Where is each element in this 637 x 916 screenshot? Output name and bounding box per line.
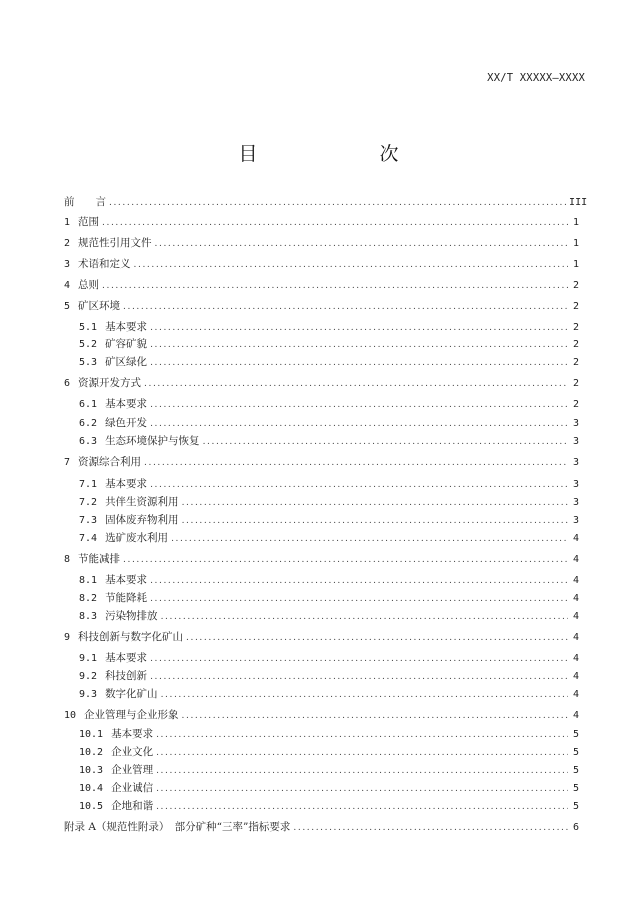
toc-entry[interactable] bbox=[79, 744, 579, 760]
toc-entry-page: 3 bbox=[572, 515, 579, 526]
toc-entry[interactable] bbox=[64, 454, 579, 470]
toc-entry-number: 5.1 bbox=[79, 322, 98, 333]
toc-entry-number: 9 bbox=[64, 632, 71, 643]
toc-entry-number: 9.2 bbox=[79, 671, 98, 682]
toc-entry-number: 10.4 bbox=[79, 783, 104, 794]
toc-entry-title: 资源开发方式 bbox=[78, 377, 142, 389]
toc-entry-number: 8.3 bbox=[79, 611, 98, 622]
toc-entry-title: 数字化矿山 bbox=[105, 688, 158, 700]
toc-entry-page: 4 bbox=[572, 632, 579, 643]
toc-entry[interactable] bbox=[79, 512, 579, 528]
toc-entry-title: 前 言 bbox=[64, 196, 106, 208]
toc-entry-number: 6.1 bbox=[79, 399, 98, 410]
toc-dot-leader bbox=[182, 495, 568, 511]
toc-entry-title: 基本要求 bbox=[105, 574, 148, 586]
toc-entry[interactable] bbox=[79, 354, 579, 370]
toc-entry-title: 绿色开发 bbox=[105, 417, 148, 429]
document-code: XX/T XXXXX—XXXX bbox=[487, 72, 585, 84]
toc-entry[interactable] bbox=[64, 819, 579, 835]
toc-entry-title: 节能降耗 bbox=[105, 592, 148, 604]
toc-dot-leader bbox=[156, 799, 568, 815]
toc-entry-title: 矿区绿化 bbox=[105, 356, 148, 368]
toc-entry-page: 6 bbox=[572, 822, 579, 833]
toc-entry[interactable] bbox=[79, 494, 579, 510]
toc-entry-title: 基本要求 bbox=[105, 652, 148, 664]
toc-entry[interactable] bbox=[79, 726, 579, 742]
toc-entry-title: 附录 A（规范性附录） 部分矿种“三率”指标要求 bbox=[64, 821, 291, 833]
toc-entry-title: 规范性引用文件 bbox=[78, 237, 152, 249]
toc-entry-page: 5 bbox=[572, 747, 579, 758]
toc-entry-title: 节能减排 bbox=[78, 553, 121, 565]
toc-entry[interactable] bbox=[64, 707, 579, 723]
toc-entry-title: 企业管理 bbox=[111, 764, 154, 776]
toc-entry[interactable] bbox=[64, 256, 579, 272]
toc-entry-title: 污染物排放 bbox=[105, 610, 158, 622]
toc-entry[interactable] bbox=[64, 298, 579, 314]
toc-dot-leader bbox=[144, 455, 568, 471]
toc-entry-page: 2 bbox=[572, 399, 579, 410]
toc-entry[interactable] bbox=[79, 476, 579, 492]
toc-dot-leader bbox=[156, 745, 568, 761]
toc-entry[interactable] bbox=[79, 608, 579, 624]
toc-entry-page: 1 bbox=[572, 238, 579, 249]
toc-entry[interactable] bbox=[64, 235, 579, 251]
toc-entry[interactable] bbox=[79, 530, 579, 546]
toc-entry-number: 9.1 bbox=[79, 653, 98, 664]
toc-entry-number: 8 bbox=[64, 554, 71, 565]
toc-entry-page: III bbox=[569, 197, 588, 208]
toc-entry-page: 5 bbox=[572, 729, 579, 740]
toc-entry-title: 资源综合利用 bbox=[78, 456, 142, 468]
toc-entry[interactable] bbox=[79, 590, 579, 606]
toc-dot-leader bbox=[134, 257, 568, 273]
toc-dot-leader bbox=[150, 591, 568, 607]
toc-entry-number: 6.3 bbox=[79, 436, 98, 447]
toc-entry[interactable] bbox=[79, 336, 579, 352]
toc-entry-number: 5 bbox=[64, 301, 71, 312]
toc-dot-leader bbox=[161, 609, 568, 625]
toc-entry-title: 固体废弃物利用 bbox=[105, 514, 179, 526]
toc-dot-leader bbox=[150, 573, 568, 589]
toc-dot-leader bbox=[109, 195, 566, 211]
toc-entry-title: 总则 bbox=[78, 279, 100, 291]
toc-entry-number: 10 bbox=[64, 710, 77, 721]
toc-entry-number: 10.3 bbox=[79, 765, 104, 776]
toc-entry-number: 7.4 bbox=[79, 533, 98, 544]
toc-entry-page: 2 bbox=[572, 339, 579, 350]
toc-dot-leader bbox=[144, 376, 568, 392]
toc-entry-title: 基本要求 bbox=[105, 398, 148, 410]
toc-dot-leader bbox=[150, 416, 568, 432]
toc-entry-title: 生态环境保护与恢复 bbox=[105, 435, 200, 447]
toc-dot-leader bbox=[123, 299, 568, 315]
toc-entry-number: 3 bbox=[64, 259, 71, 270]
toc-entry[interactable] bbox=[79, 668, 579, 684]
toc-entry[interactable] bbox=[79, 650, 579, 666]
toc-dot-leader bbox=[186, 630, 568, 646]
toc-entry[interactable] bbox=[64, 214, 579, 230]
toc-entry-page: 1 bbox=[572, 217, 579, 228]
toc-entry-title: 企业管理与企业形象 bbox=[84, 709, 179, 721]
toc-dot-leader bbox=[156, 763, 568, 779]
toc-entry-title: 矿区环境 bbox=[78, 300, 121, 312]
toc-dot-leader bbox=[171, 531, 568, 547]
toc-entry-page: 5 bbox=[572, 801, 579, 812]
toc-entry-number: 8.1 bbox=[79, 575, 98, 586]
toc-entry[interactable] bbox=[64, 277, 579, 293]
toc-entry-title: 范围 bbox=[78, 216, 100, 228]
toc-entry[interactable] bbox=[64, 194, 588, 210]
toc-entry-page: 3 bbox=[572, 436, 579, 447]
toc-entry-title: 矿容矿貌 bbox=[105, 338, 148, 350]
toc-dot-leader bbox=[161, 687, 568, 703]
toc-entry-page: 4 bbox=[572, 533, 579, 544]
toc-entry[interactable] bbox=[64, 629, 579, 645]
toc-entry-page: 4 bbox=[572, 710, 579, 721]
toc-dot-leader bbox=[182, 708, 568, 724]
toc-entry-page: 3 bbox=[572, 457, 579, 468]
toc-entry-number: 10.5 bbox=[79, 801, 104, 812]
toc-entry-title: 共伴生资源利用 bbox=[105, 496, 179, 508]
toc-entry-page: 4 bbox=[572, 575, 579, 586]
toc-entry-title: 基本要求 bbox=[105, 321, 148, 333]
toc-entry[interactable] bbox=[79, 798, 579, 814]
toc-entry-page: 2 bbox=[572, 357, 579, 368]
toc-entry-page: 4 bbox=[572, 593, 579, 604]
toc-entry-page: 3 bbox=[572, 418, 579, 429]
toc-entry-title: 术语和定义 bbox=[78, 258, 131, 270]
toc-entry-page: 2 bbox=[572, 280, 579, 291]
toc-entry-page: 4 bbox=[572, 554, 579, 565]
toc-dot-leader bbox=[150, 320, 568, 336]
toc-entry-number: 2 bbox=[64, 238, 71, 249]
toc-entry-number: 6 bbox=[64, 378, 71, 389]
toc-entry-page: 3 bbox=[572, 497, 579, 508]
toc-entry-page: 3 bbox=[572, 479, 579, 490]
toc-dot-leader bbox=[182, 513, 568, 529]
toc-dot-leader bbox=[156, 781, 568, 797]
toc-entry-page: 1 bbox=[572, 259, 579, 270]
toc-entry-number: 6.2 bbox=[79, 418, 98, 429]
toc-entry-title: 企业文化 bbox=[111, 746, 154, 758]
toc-title: 目 次 bbox=[238, 143, 427, 165]
toc-entry-page: 4 bbox=[572, 671, 579, 682]
toc-entry[interactable] bbox=[79, 572, 579, 588]
toc-dot-leader bbox=[102, 278, 568, 294]
toc-dot-leader bbox=[150, 651, 568, 667]
toc-entry-page: 4 bbox=[572, 689, 579, 700]
toc-dot-leader bbox=[155, 236, 568, 252]
toc-entry-title: 选矿废水利用 bbox=[105, 532, 169, 544]
toc-dot-leader bbox=[150, 477, 568, 493]
toc-dot-leader bbox=[102, 215, 568, 231]
toc-entry[interactable] bbox=[79, 319, 579, 335]
toc-dot-leader bbox=[150, 355, 568, 371]
toc-dot-leader bbox=[293, 820, 568, 836]
toc-entry-page: 2 bbox=[572, 378, 579, 389]
toc-dot-leader bbox=[203, 434, 568, 450]
toc-entry-number: 10.1 bbox=[79, 729, 104, 740]
toc-entry-page: 4 bbox=[572, 653, 579, 664]
toc-entry[interactable] bbox=[79, 780, 579, 796]
toc-dot-leader bbox=[150, 337, 568, 353]
toc-entry[interactable] bbox=[79, 686, 579, 702]
toc-entry[interactable] bbox=[64, 375, 579, 391]
toc-entry-page: 5 bbox=[572, 783, 579, 794]
toc-entry-number: 8.2 bbox=[79, 593, 98, 604]
toc-entry-number: 7.2 bbox=[79, 497, 98, 508]
toc-dot-leader bbox=[156, 727, 568, 743]
toc-entry-title: 企地和谐 bbox=[111, 800, 154, 812]
toc-entry[interactable] bbox=[64, 551, 579, 567]
toc-entry-page: 4 bbox=[572, 611, 579, 622]
toc-entry-title: 科技创新与数字化矿山 bbox=[78, 631, 184, 643]
toc-entry-title: 基本要求 bbox=[105, 478, 148, 490]
toc-entry-page: 2 bbox=[572, 322, 579, 333]
toc-entry-number: 1 bbox=[64, 217, 71, 228]
toc-entry-number: 7.3 bbox=[79, 515, 98, 526]
toc-entry-number: 7.1 bbox=[79, 479, 98, 490]
toc-entry-title: 科技创新 bbox=[105, 670, 148, 682]
toc-entry-number: 10.2 bbox=[79, 747, 104, 758]
toc-entry-page: 2 bbox=[572, 301, 579, 312]
toc-entry-page: 5 bbox=[572, 765, 579, 776]
toc-entry-number: 4 bbox=[64, 280, 71, 291]
toc-dot-leader bbox=[150, 669, 568, 685]
toc-entry-number: 7 bbox=[64, 457, 71, 468]
toc-entry[interactable] bbox=[79, 762, 579, 778]
toc-entry-title: 基本要求 bbox=[111, 728, 154, 740]
toc-entry-number: 9.3 bbox=[79, 689, 98, 700]
toc-dot-leader bbox=[150, 397, 568, 413]
toc-entry[interactable] bbox=[79, 433, 579, 449]
toc-entry-number: 5.3 bbox=[79, 357, 98, 368]
toc-entry-title: 企业诚信 bbox=[111, 782, 154, 794]
toc-entry[interactable] bbox=[79, 396, 579, 412]
toc-dot-leader bbox=[123, 552, 568, 568]
toc-entry-number: 5.2 bbox=[79, 339, 98, 350]
toc-entry[interactable] bbox=[79, 415, 579, 431]
